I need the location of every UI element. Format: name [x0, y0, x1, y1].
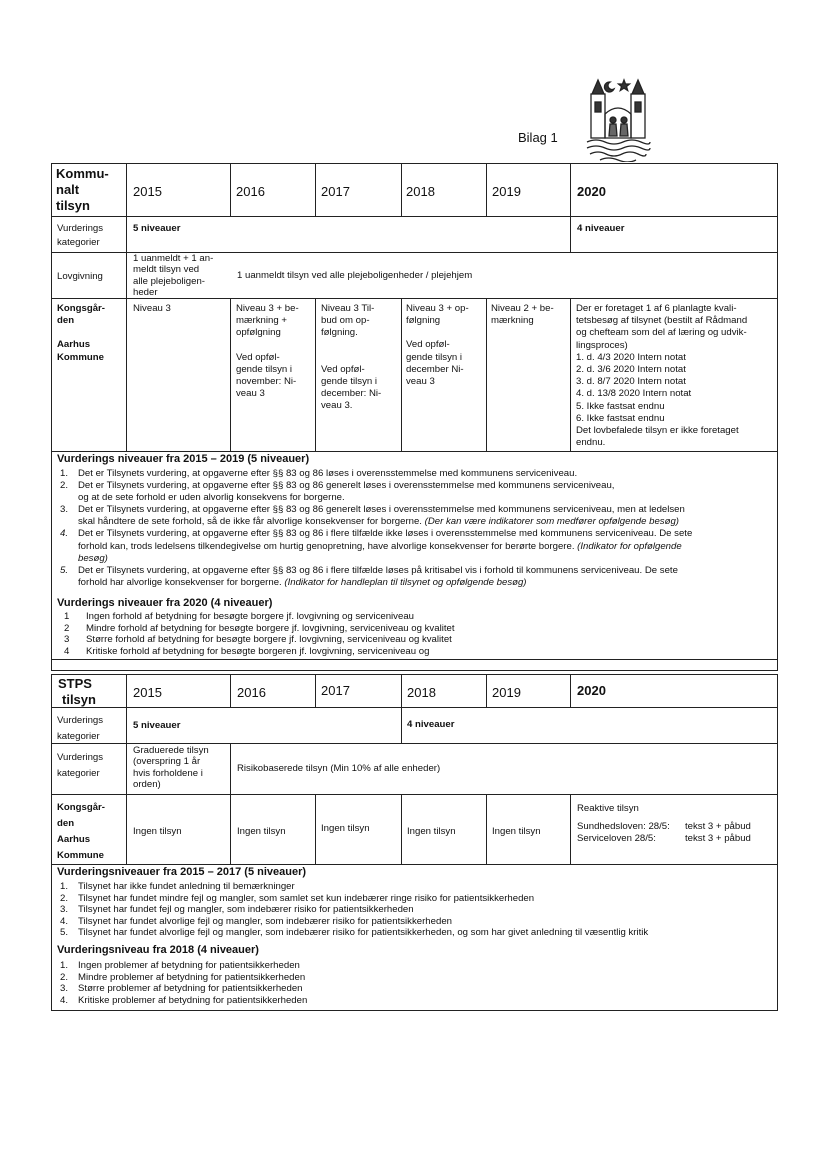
item-text: Det er Tilsynets vurdering, at opgaverne efter §§ 83 og 86 i flere tilfælde ikke løses i overensstemmelse med kommunens serviceniveau. De sete: [78, 528, 693, 540]
stps-result-2020-title: Reaktive tilsyn: [577, 803, 639, 814]
year-2016: 2016: [237, 685, 266, 700]
list-item: [60, 504, 692, 516]
item-text: Tilsynet har ikke fundet anledning til bemærkninger: [78, 881, 295, 892]
item-number: 3.: [60, 904, 69, 916]
cell-line: lingsproces): [576, 339, 628, 351]
stps-result-2016: Ingen tilsyn: [237, 826, 286, 837]
cell-line: meldt tilsyn ved: [133, 264, 200, 276]
label-line: den: [57, 315, 75, 327]
result-2020: [576, 303, 747, 449]
year-2018: 2018: [407, 685, 436, 700]
label-line: Aarhus: [57, 339, 91, 351]
list-item: [60, 995, 307, 1007]
cell-line: og chefteam som del af læring og udvik-: [576, 327, 747, 339]
title-line: Kommu-: [56, 166, 109, 181]
kategori-2015: [133, 745, 209, 791]
year-2020: 2020: [577, 184, 606, 199]
cell-line: gende tilsyn i: [236, 363, 292, 375]
item-text: Mindre forhold af betydning for besøgte borgere jf. lovgivning, serviceniveau og kvalitet: [86, 622, 455, 634]
list-item: [60, 577, 692, 589]
cell-line: 5. Ikke fastsat endnu: [576, 400, 665, 412]
cell-line: opfølgning: [236, 327, 281, 339]
item-text: Større forhold af betydning for besøgte borgere jf. lovgivning, serviceniveau og kvalitet: [86, 634, 452, 646]
item-number: 2.: [60, 971, 69, 983]
item-text: forhold har alvorlige konsekvenser for borgerne.: [78, 576, 285, 588]
item-text: Det er Tilsynets vurdering, at opgaverne efter §§ 83 og 86 i flere tilfælde løses på kritisabel vis i forhold til kommunens serviceniveau. De sete: [78, 564, 678, 576]
list-item: [60, 528, 692, 540]
item-text: Ingen problemer af betydning for patientsikkerheden: [78, 960, 300, 971]
cell-line: Ved opføl-: [321, 363, 365, 375]
label-line: Vurderings: [57, 223, 104, 234]
year-2019: 2019: [492, 685, 521, 700]
item-number: 2.: [60, 480, 69, 492]
cell-line: Graduerede tilsyn: [133, 745, 209, 756]
item-text: og at de sete forhold er uden alvorlig konsekvens for borgerne.: [78, 492, 345, 504]
list-item: [60, 492, 692, 504]
cell-line: følgning: [406, 315, 441, 327]
cell-line: veau 3.: [321, 400, 353, 412]
stps-result-2020-row: [577, 821, 751, 833]
item-text: Mindre problemer af betydning for patientsikkerheden: [78, 971, 306, 983]
list-item: [60, 960, 307, 972]
kategori-label: [57, 750, 103, 782]
aarhus-coat-of-arms-icon: [584, 74, 652, 162]
list-item: [60, 565, 692, 577]
cell-line: 2. d. 3/6 2020 Intern notat: [576, 364, 686, 376]
kategori-rest: Risikobaserede tilsyn (Min 10% af alle enheder): [237, 763, 441, 774]
item-number: 4.: [60, 915, 69, 927]
year-2018: 2018: [406, 184, 435, 199]
item-note: besøg): [78, 552, 108, 564]
legend-title: Vurderings niveauer fra 2015 – 2019 (5 niveauer): [57, 453, 310, 465]
title-line: STPS: [58, 676, 92, 691]
list-item: [60, 468, 692, 480]
item-number: 3.: [60, 504, 69, 516]
cell-line: gende tilsyn i: [321, 375, 377, 387]
year-2015: 2015: [133, 685, 162, 700]
item-text: Ingen forhold af betydning for besøgte borgere jf. lovgivning og serviceniveau: [86, 611, 414, 622]
label-line: Vurderings: [57, 715, 104, 726]
legend-list: [60, 960, 307, 1006]
cell-line: alle plejeboligen-: [133, 275, 206, 287]
cell-line: heder: [133, 287, 158, 299]
item-number: 1.: [60, 960, 69, 971]
legend-list: [60, 468, 692, 589]
cell-line: november: Ni-: [236, 376, 297, 388]
cell-line: 6. Ikke fastsat endnu: [576, 412, 665, 424]
cell-line: orden): [133, 779, 161, 791]
cell-line: mærkning: [491, 315, 534, 327]
result-2015: [133, 303, 171, 315]
year-2015: 2015: [133, 184, 162, 199]
lovgivning-2015: [133, 253, 213, 299]
unit-label: [57, 303, 105, 364]
label-line: kategorier: [57, 731, 100, 742]
stps-title: [58, 676, 96, 708]
item-note: (Indikator for handleplan til tilsynet og opfølgende besøg): [284, 576, 527, 588]
law-value: tekst 3 + påbud: [685, 833, 751, 844]
legend-list: [64, 611, 455, 657]
item-number: 5.: [60, 927, 69, 939]
cell-line: mærkning +: [236, 315, 287, 327]
item-number: 1.: [60, 468, 69, 479]
list-item: [60, 927, 648, 939]
stps-result-2017: Ingen tilsyn: [321, 823, 370, 834]
label-line: Vurderings: [57, 752, 104, 763]
item-number: 3.: [60, 983, 69, 995]
label-line: Kommune: [57, 850, 104, 861]
list-item: [64, 623, 455, 635]
item-number: 3: [64, 634, 70, 646]
vurdering-label: [57, 713, 103, 745]
list-item: [60, 972, 307, 984]
cell-line: Der er foretaget 1 af 6 planlagte kvali-: [576, 303, 737, 314]
item-number: 1.: [60, 881, 69, 892]
list-item: [60, 904, 648, 916]
stps-result-2018: Ingen tilsyn: [407, 826, 456, 837]
year-2016: 2016: [236, 184, 265, 199]
cell-line: gende tilsyn i: [406, 351, 462, 363]
cell-line: 1 uanmeldt + 1 an-: [133, 253, 214, 264]
cell-line: december Ni-: [406, 363, 464, 375]
item-number: 4.: [60, 528, 69, 540]
list-item: [60, 553, 692, 565]
cell-line: Det lovbefalede tilsyn er ikke foretaget: [576, 425, 739, 437]
list-item: [60, 541, 692, 553]
item-number: 1: [64, 611, 70, 622]
item-text: Større problemer af betydning for patientsikkerheden: [78, 983, 303, 995]
list-item: [60, 881, 648, 893]
cell-line: Niveau 3 + op-: [406, 303, 469, 314]
cell-line: hvis forholdene i: [133, 767, 203, 779]
vurdering-2020: 4 niveauer: [577, 223, 625, 234]
item-text: Det er Tilsynets vurdering, at opgaverne efter §§ 83 og 86 løses i overensstemmelse med kommunens serviceniveau.: [78, 468, 578, 479]
label-line: kategorier: [57, 237, 100, 248]
label-line: Kommune: [57, 351, 104, 363]
cell-line: december: Ni-: [321, 388, 382, 400]
item-note: (Indikator for opfølgende: [577, 540, 682, 552]
stps-result-2019: Ingen tilsyn: [492, 826, 541, 837]
item-text: Det er Tilsynets vurdering, at opgaverne efter §§ 83 og 86 generelt løses i overensstemmelse med kommunens serviceniveau, men at ledelsen: [78, 504, 685, 516]
item-number: 5.: [60, 564, 69, 576]
list-item: [60, 516, 692, 528]
item-text: Tilsynet har fundet alvorlige fejl og mangler, som indebærer risiko for patientsikkerheden: [78, 915, 452, 927]
cell-line: (overspring 1 år: [133, 756, 201, 768]
title-line: tilsyn: [62, 692, 96, 707]
list-item: [64, 634, 455, 646]
lovgivning-label: Lovgivning: [57, 271, 103, 282]
title-line: tilsyn: [56, 198, 90, 213]
result-2017: [321, 303, 381, 412]
cell-line: 4. d. 13/8 2020 Intern notat: [576, 388, 692, 400]
cell-line: Niveau 3: [133, 303, 171, 314]
cell-line: Niveau 3 + be-: [236, 303, 299, 314]
vurdering-label: [57, 222, 103, 250]
cell-line: endnu.: [576, 437, 606, 449]
law-label: Sundhedsloven: 28/5:: [577, 821, 670, 832]
lovgivning-rest: 1 uanmeldt tilsyn ved alle plejeboligenheder / plejehjem: [237, 270, 473, 281]
list-item: [60, 983, 307, 995]
cell-line: Niveau 3 Til-: [321, 303, 375, 314]
cell-line: tetsbesøg af tilsynet (bestilt af Rådmand: [576, 315, 748, 327]
item-number: 4: [64, 645, 70, 657]
kommunalt-title: [56, 166, 109, 214]
list-item: [60, 893, 648, 905]
unit-label: [57, 800, 105, 864]
result-2016: [236, 303, 299, 400]
cell-line: veau 3: [236, 388, 265, 400]
item-text: forhold kan, trods ledelsens tilkendegivelse om hurtig genopretning, have alvorlige konsekvenser for berørte borgere.: [78, 540, 578, 552]
cell-line: følgning.: [321, 327, 358, 339]
item-number: 2: [64, 622, 70, 634]
cell-line: 3. d. 8/7 2020 Intern notat: [576, 376, 686, 388]
vurdering-2015-2019: 5 niveauer: [133, 223, 181, 234]
list-item: [60, 916, 648, 928]
cell-line: veau 3: [406, 376, 435, 388]
item-text: Kritiske problemer af betydning for patientsikkerheden: [78, 994, 308, 1006]
label-line: Kongsgår-: [57, 303, 105, 314]
item-text: Tilsynet har fundet mindre fejl og mangler, som samlet set kun indebærer ringe risiko for patientsikkerheden: [78, 892, 535, 904]
legend-title: Vurderingsniveauer fra 2015 – 2017 (5 niveauer): [57, 866, 307, 878]
list-item: [64, 611, 455, 623]
list-item: [64, 646, 455, 658]
legend-title: Vurderings niveauer fra 2020 (4 niveauer): [57, 597, 273, 609]
item-text: skal håndtere de sete forhold, så de ikke får alvorlige konsekvenser for borgerne.: [78, 516, 425, 528]
cell-line: bud om op-: [321, 315, 370, 327]
item-text: Tilsynet har fundet alvorlige fejl og mangler, som indebærer risiko for patientsikkerheden, og som har givet anledning til væsentlig kritik: [78, 927, 649, 939]
vurdering-2015-2017: 5 niveauer: [133, 720, 181, 731]
item-text: Kritiske forhold af betydning for besøgte borgeren jf. lovgivning, serviceniveau og: [86, 645, 430, 657]
result-2018: [406, 303, 469, 388]
appendix-label: Bilag 1: [518, 130, 558, 145]
list-item: [60, 480, 692, 492]
legend-title: Vurderingsniveau fra 2018 (4 niveauer): [57, 944, 259, 956]
cell-line: Ved opføl-: [236, 351, 280, 363]
legend-list: [60, 881, 648, 939]
year-2017: 2017: [321, 184, 350, 199]
year-2019: 2019: [492, 184, 521, 199]
title-line: nalt: [56, 182, 80, 197]
year-2017: 2017: [321, 683, 350, 698]
year-2020: 2020: [577, 683, 606, 698]
item-text: Tilsynet har fundet fejl og mangler, som indebærer risiko for patientsikkerheden: [78, 904, 414, 916]
item-number: 2.: [60, 892, 69, 904]
cell-line: 1. d. 4/3 2020 Intern notat: [576, 351, 686, 363]
label-line: Kongsgår-: [57, 802, 105, 813]
cell-line: Niveau 2 + be-: [491, 303, 554, 314]
item-note: (Der kan være indikatorer som medfører opfølgende besøg): [424, 516, 679, 528]
law-label: Serviceloven 28/5:: [577, 833, 656, 844]
result-2019: [491, 303, 554, 327]
label-line: Aarhus: [57, 834, 91, 845]
vurdering-2018-2020: 4 niveauer: [407, 719, 455, 730]
cell-line: Ved opføl-: [406, 339, 450, 351]
label-line: den: [57, 818, 75, 829]
law-value: tekst 3 + påbud: [685, 821, 751, 832]
stps-result-2020-row: [577, 833, 751, 845]
item-text: Det er Tilsynets vurdering, at opgaverne efter §§ 83 og 86 generelt løses i overensstemmelse med kommunens serviceniveau,: [78, 480, 615, 492]
label-line: kategorier: [57, 768, 100, 779]
stps-result-2015: Ingen tilsyn: [133, 826, 182, 837]
item-number: 4.: [60, 994, 69, 1006]
